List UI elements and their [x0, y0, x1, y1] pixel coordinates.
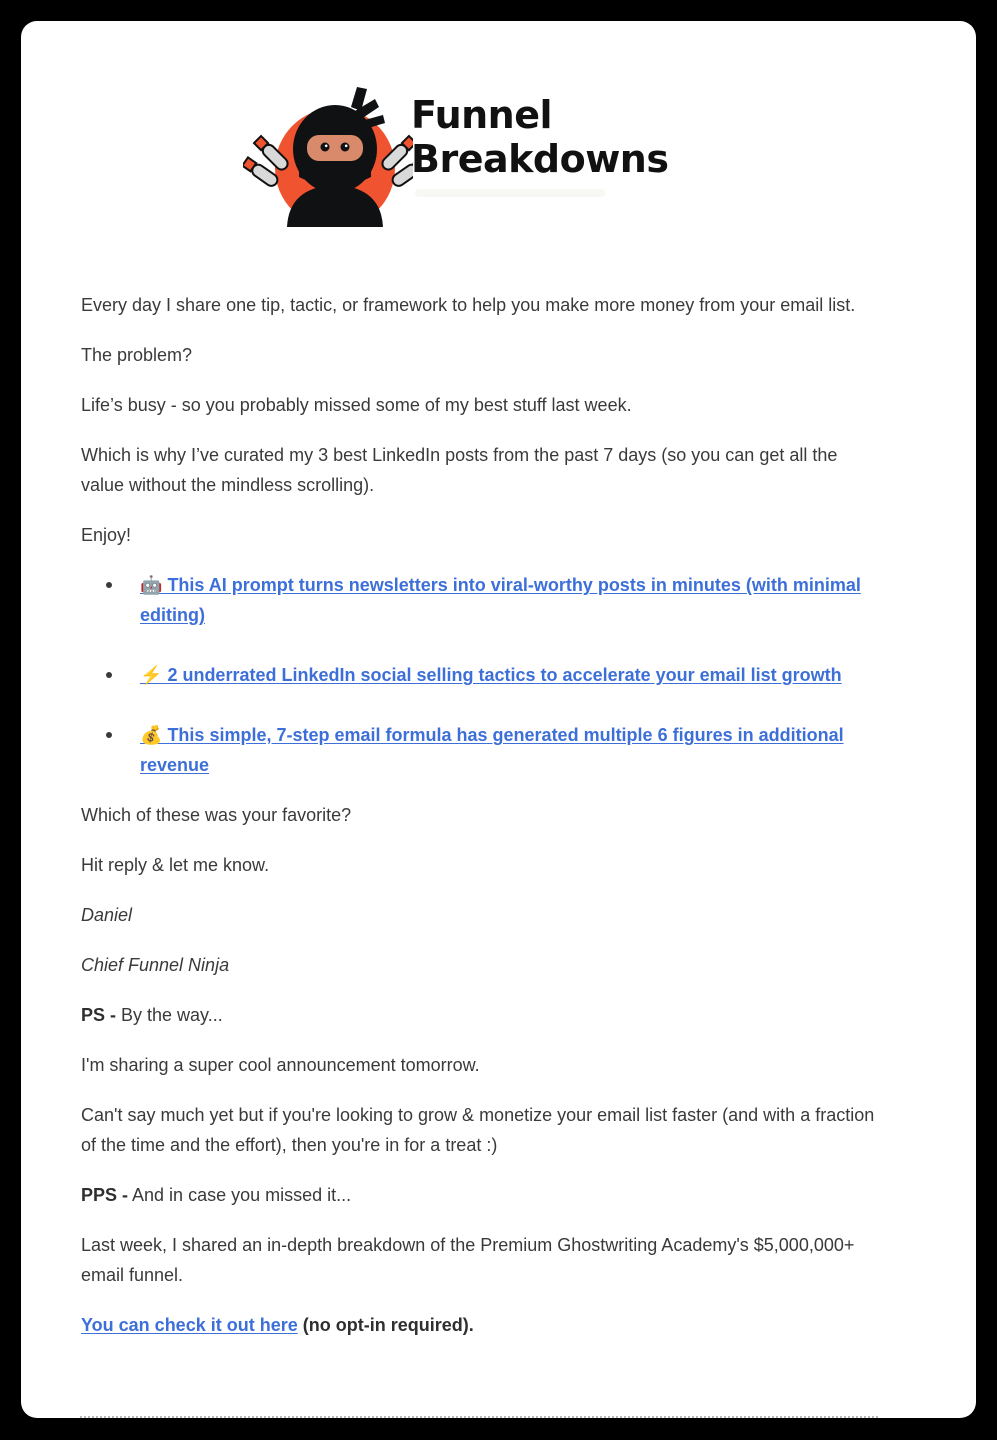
ps-text: By the way... [116, 1005, 223, 1025]
announcement-paragraph: I'm sharing a super cool announcement tomorrow. [81, 1055, 480, 1075]
logo-tagline-placeholder [415, 189, 605, 197]
dotted-divider [80, 1416, 878, 1418]
email-card [21, 21, 976, 1418]
list-item [140, 570, 881, 630]
brand-name-line2: Breakdowns [411, 137, 669, 181]
reply-prompt: Hit reply & let me know. [81, 855, 270, 875]
signature-title: Chief Funnel Ninja [81, 955, 230, 975]
favorite-question: Which of these was your favorite? [81, 805, 352, 825]
problem-paragraph: The problem? [81, 345, 193, 365]
pps-text: And in case you missed it... [128, 1185, 352, 1205]
intro-paragraph: Every day I share one tip, tactic, or framework to help you make more money from your email list. [81, 295, 856, 315]
ps-paragraph [81, 1000, 881, 1030]
brand-name-line1: Funnel [411, 93, 553, 137]
list-item [140, 720, 881, 780]
email-body [81, 290, 881, 1360]
post-link-linkedin-tactics[interactable] [140, 665, 842, 685]
post-link-email-formula[interactable] [140, 725, 844, 775]
post-list [81, 570, 881, 780]
lightning-icon: ⚡ [140, 665, 163, 685]
post-title: 2 underrated LinkedIn social selling tactics to accelerate your email list growth [167, 665, 842, 685]
teaser-paragraph: Can't say much yet but if you're looking to grow & monetize your email list faster (and with a fraction of the time and the effort), then you're in for a treat :) [81, 1105, 875, 1155]
bullet-icon [106, 582, 112, 588]
bullet-icon [106, 732, 112, 738]
robot-icon: 🤖 [140, 575, 163, 595]
curated-paragraph: Which is why I’ve curated my 3 best LinkedIn posts from the past 7 days (so you can get all the value without the mindless scrolling). [81, 445, 838, 495]
list-item [140, 660, 881, 690]
pps-label: PPS - [81, 1185, 129, 1205]
ps-label: PS - [81, 1005, 117, 1025]
ninja-mascot-icon [243, 77, 413, 227]
brand-name [411, 93, 668, 181]
post-link-ai-prompt[interactable] [140, 575, 861, 625]
cta-paragraph [81, 1310, 881, 1340]
enjoy-paragraph: Enjoy! [81, 525, 132, 545]
post-title: This simple, 7-step email formula has generated multiple 6 figures in additional revenue [140, 725, 844, 775]
money-bag-icon: 💰 [140, 725, 163, 745]
pps-paragraph [81, 1180, 881, 1210]
signature-name: Daniel [81, 905, 133, 925]
funnel-breakdowns-logo [243, 77, 713, 227]
bullet-icon [106, 672, 112, 678]
busy-paragraph: Life’s busy - so you probably missed some of my best stuff last week. [81, 395, 632, 415]
check-it-out-link[interactable]: You can check it out here [81, 1315, 298, 1335]
cta-suffix: (no opt-in required). [297, 1315, 474, 1335]
last-week-paragraph: Last week, I shared an in-depth breakdown of the Premium Ghostwriting Academy's $5,000,000+ email funnel. [81, 1235, 855, 1285]
post-title: This AI prompt turns newsletters into viral-worthy posts in minutes (with minimal editing) [140, 575, 861, 625]
